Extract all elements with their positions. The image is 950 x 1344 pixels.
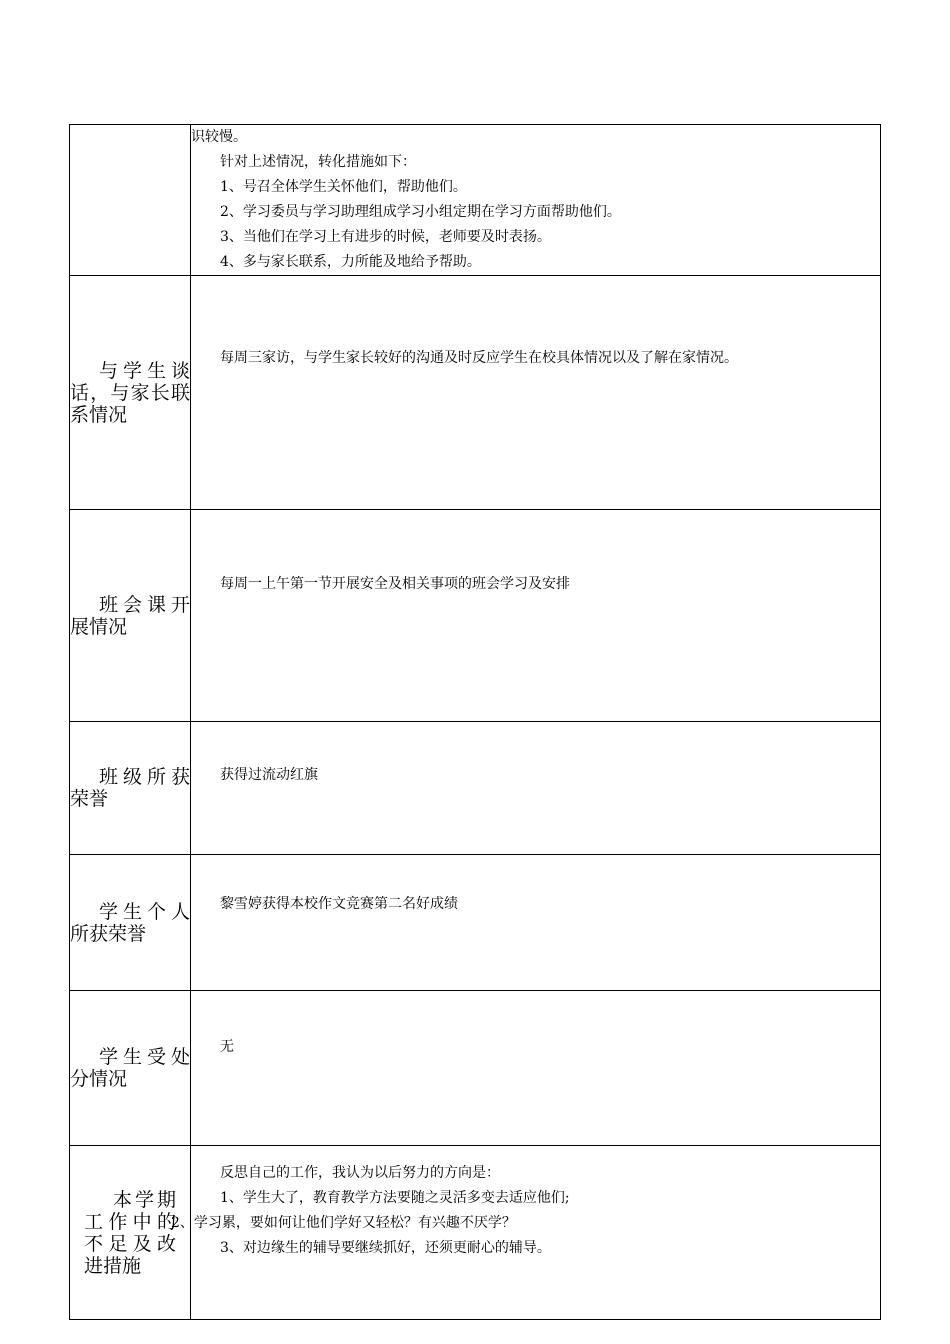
- row-content-discipline: [191, 991, 881, 1146]
- row-content-communication: [191, 276, 881, 510]
- row-label-empty: [70, 125, 191, 276]
- row-label-discipline: [70, 991, 191, 1146]
- content-line: 黎雪婷获得本校作文竞赛第二名好成绩: [220, 896, 458, 912]
- row-label-class-meeting: [70, 510, 191, 722]
- table-row: [70, 510, 881, 722]
- content-line: 获得过流动红旗: [220, 767, 318, 783]
- row-content-improvements: [171, 1146, 881, 1320]
- content-line: 1、号召全体学生关怀他们，帮助他们。: [220, 179, 467, 195]
- content-line: 4、多与家长联系，力所能及地给予帮助。: [220, 254, 481, 270]
- table-row: [70, 855, 881, 991]
- table-row: [70, 991, 881, 1146]
- content-line: 2、学习累，要如何让他们学好又轻松？有兴趣不厌学？: [171, 1215, 516, 1231]
- label-text: 与学生谈话，与家长联系情况: [70, 359, 190, 426]
- label-text: 本学期工作中的不足及改进措施: [84, 1188, 176, 1277]
- content-line: 每周一上午第一节开展安全及相关事项的班会学习及安排: [220, 576, 570, 592]
- table-row: [70, 276, 881, 510]
- content-line: 识较慢。: [191, 129, 247, 145]
- table-row: [70, 722, 881, 855]
- table-row: [70, 125, 881, 276]
- row-content-class-honors: [191, 722, 881, 855]
- row-content-student-honors: [191, 855, 881, 991]
- content-line: 反思自己的工作，我认为以后努力的方向是：: [220, 1165, 500, 1181]
- row-label-student-honors: [70, 855, 191, 991]
- row-content-class-meeting: [191, 510, 881, 722]
- content-line: 针对上述情况，转化措施如下：: [220, 154, 416, 170]
- row-content-transformation: [191, 125, 881, 276]
- row-label-communication: [70, 276, 191, 510]
- content-line: 3、对边缘生的辅导要继续抓好，还须更耐心的辅导。: [220, 1240, 551, 1256]
- label-text: 班会课开展情况: [70, 593, 190, 638]
- label-text: 班级所获荣誉: [70, 766, 190, 810]
- label-text: 学生个人所获荣誉: [70, 900, 190, 945]
- report-table: [69, 124, 881, 1320]
- content-line: 3、当他们在学习上有进步的时候，老师要及时表扬。: [220, 229, 551, 245]
- content-line: 2、学习委员与学习助理组成学习小组定期在学习方面帮助他们。: [220, 204, 621, 220]
- row-label-class-honors: [70, 722, 191, 855]
- content-line: 无: [220, 1039, 234, 1055]
- table-row: [70, 1146, 881, 1320]
- label-text: 学生受处分情况: [70, 1046, 190, 1090]
- content-line: 每周三家访，与学生家长较好的沟通及时反应学生在校具体情况以及了解在家情况。: [220, 350, 738, 366]
- content-line: 1、学生大了，教育教学方法要随之灵活多变去适应他们;: [220, 1190, 570, 1206]
